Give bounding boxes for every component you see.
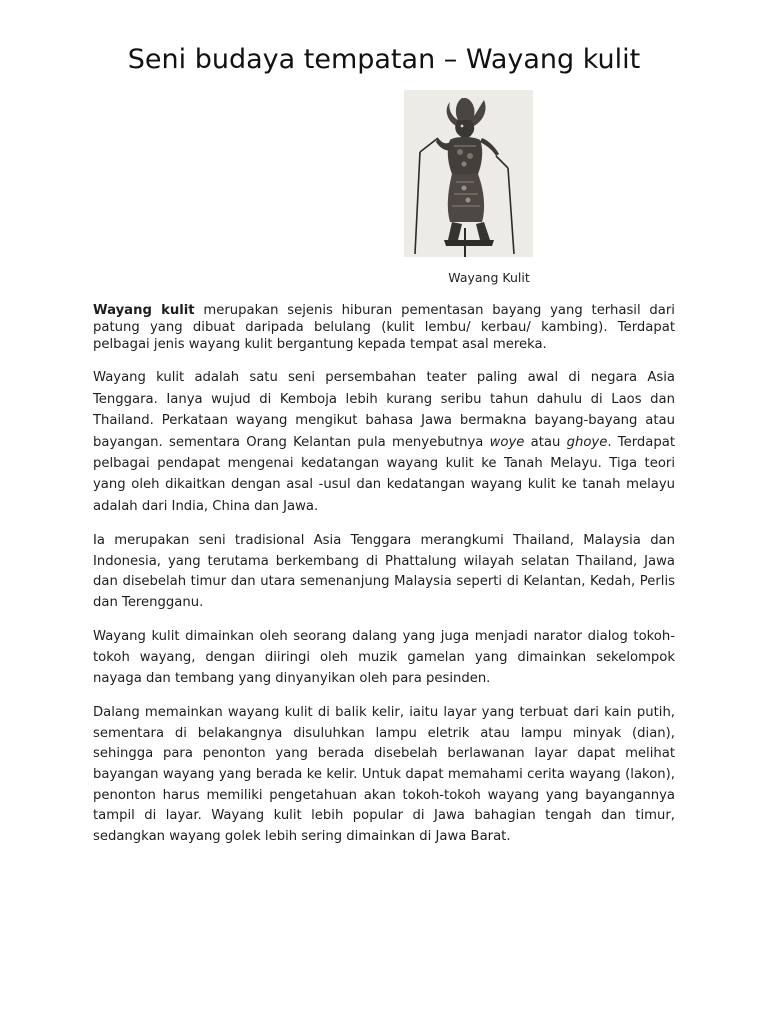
paragraph-4: Wayang kulit dimainkan oleh seorang dalang yang juga menjadi narator dialog tokoh-tokoh wayang, dengan diiringi oleh muzik gamelan yang dimainkan sekelompok nayaga dan tembang yang dinyanyikan oleh para pesinden. <box>93 629 675 686</box>
paragraph-2-text-b: atau <box>524 434 567 450</box>
paragraph-1 <box>93 302 675 353</box>
wayang-kulit-puppet-icon <box>404 90 533 257</box>
page-title: Seni budaya tempatan – Wayang kulit <box>127 44 641 75</box>
term-bold: Wayang kulit <box>93 303 195 318</box>
paragraph-2-text-a: Wayang kulit adalah satu seni persembahan teater paling awal di negara Asia Tenggara. Ianya wujud di Kemboja lebih kurang seribu tahun dahulu di Laos dan Thailand. Perkataan wayang mengikut bahasa Jawa bermakna bayang-bayang atau bayangan. sementara Orang Kelantan pula menyebutnya <box>93 370 675 450</box>
article-body <box>93 302 675 861</box>
paragraph-2-text-c: . Terdapat pelbagai pendapat mengenai kedatangan wayang kulit ke Tanah Melayu. Tiga teori yang oleh dikaitkan dengan asal -usul dan kedatangan wayang kulit ke tanah melayu adalah dari India, China dan Jawa. <box>93 434 675 514</box>
term-woye: woye <box>489 434 525 450</box>
term-ghoye: ghoye <box>566 434 608 450</box>
wayang-kulit-image <box>404 90 533 257</box>
paragraph-2 <box>93 367 675 517</box>
paragraph-3: Ia merupakan seni tradisional Asia Tenggara merangkumi Thailand, Malaysia dan Indonesia, yang terutama berkembang di Phattalung wilayah selatan Thailand, Jawa dan disebelah timur dan utara semenanjung Malaysia seperti di Kelantan, Kedah, Perlis dan Terengganu. <box>93 533 675 610</box>
paragraph-1-text: merupakan sejenis hiburan pementasan bayang yang terhasil dari patung yang dibuat daripada belulang (kulit lembu/ kerbau/ kambing). Terdapat pelbagai jenis wayang kulit bergantung kepada tempat asal mereka. <box>93 303 675 353</box>
paragraph-5: Dalang memainkan wayang kulit di balik kelir, iaitu layar yang terbuat dari kain putih, sementara di belakangnya disuluhkan lampu eletrik atau lampu minyak (dian), sehingga para penonton yang berada disebelah berlawanan layar dapat melihat bayangan wayang yang berada ke kelir. Untuk dapat memahami cerita wayang (lakon), penonton harus memiliki pengetahuan akan tokoh-tokoh wayang yang bayangannya tampil di layar. Wayang kulit lebih popular di Jawa bahagian tengah dan timur, sedangkan wayang golek lebih sering dimainkan di Jawa Barat. <box>93 705 675 844</box>
figure-caption: Wayang Kulit <box>448 270 530 285</box>
